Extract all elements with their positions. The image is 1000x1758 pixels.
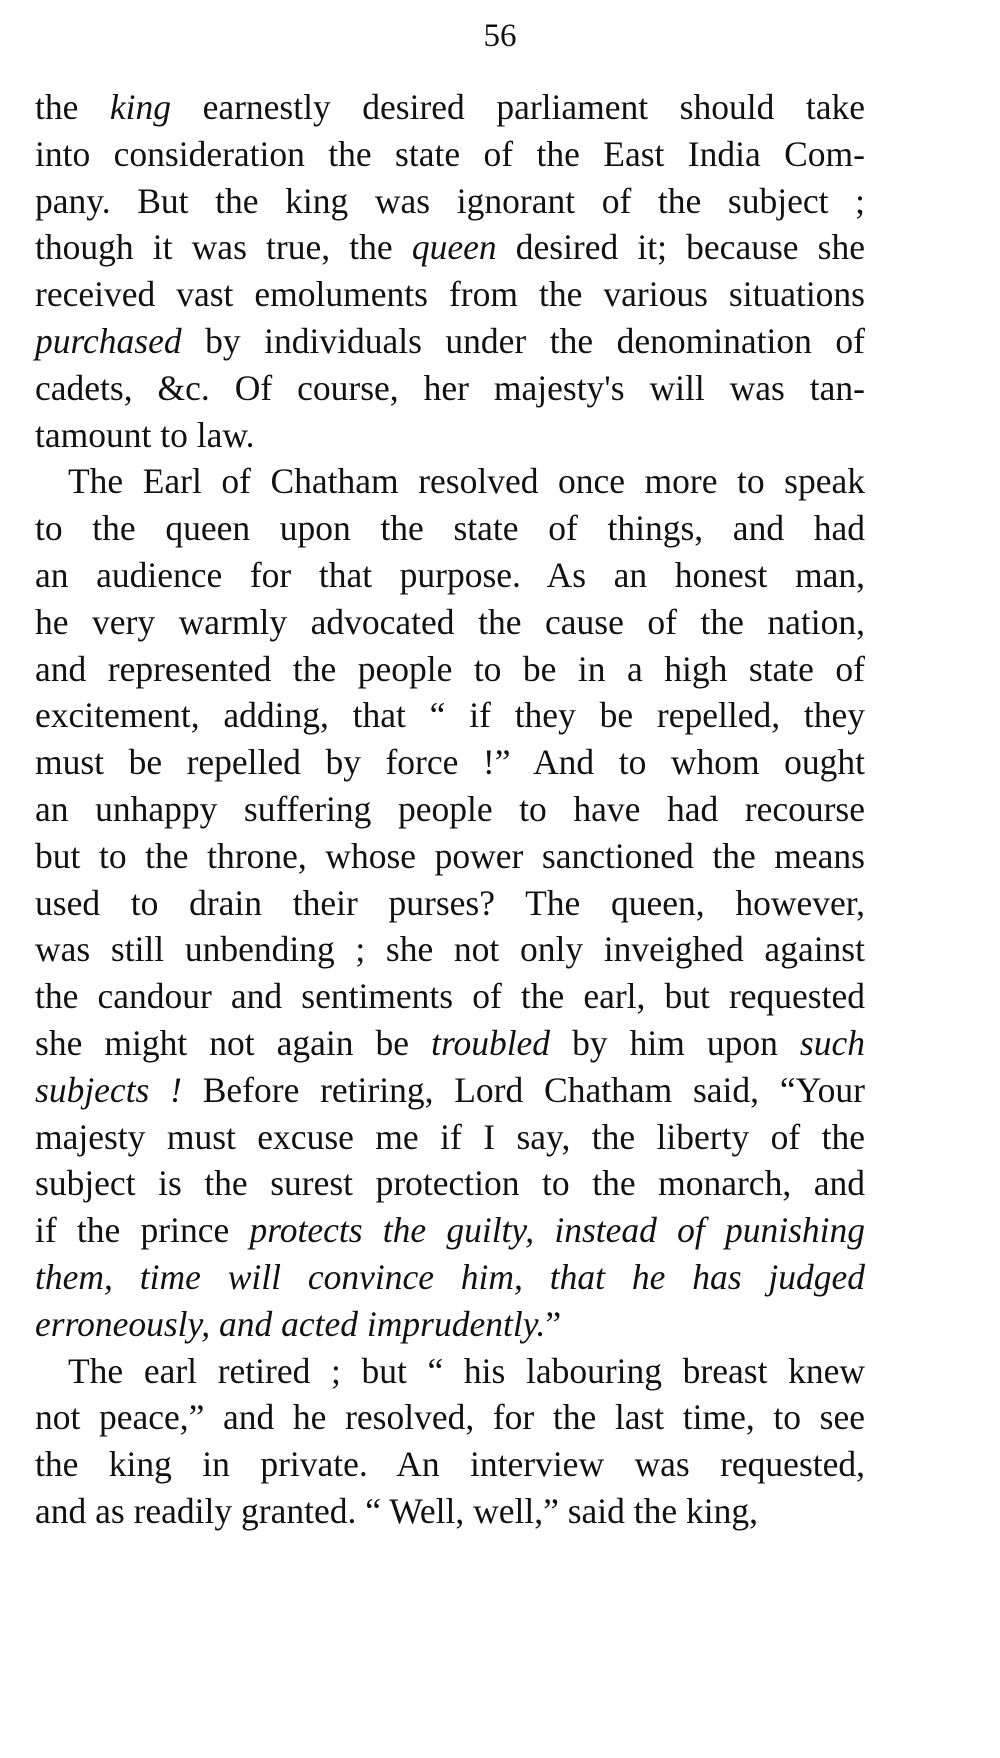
text-line: but to the throne, whose power sanctioned the means (35, 835, 865, 876)
page-number: 56 (483, 18, 517, 54)
text-line (35, 1254, 865, 1301)
text-line: the candour and sentiments of the earl, but requested (35, 976, 865, 1017)
text-line: was still unbending ; she not only inveighed against (35, 929, 865, 970)
text-line: an audience for that purpose. As an honest man, (35, 554, 865, 595)
text-line: and represented the people to be in a high state of (35, 648, 865, 689)
text-line: subject is the surest protection to the monarch, and (35, 1163, 865, 1204)
italic-text: protects the guilty, instead of punishing (249, 1210, 865, 1251)
text-line: tamount to law. (35, 414, 255, 455)
text-line: pany. But the king was ignorant of the subject ; (35, 180, 865, 221)
text-line: subjects ! Before retiring, Lord Chatham said, “Your (35, 1069, 865, 1110)
italic-text: queen (411, 227, 497, 268)
italic-text: troubled (431, 1022, 551, 1063)
italic-text: king (109, 87, 172, 127)
text-line: used to drain their purses? The queen, however, (35, 882, 865, 923)
text-line: must be repelled by force !” And to whom ought (35, 742, 865, 783)
text-line: though it was true, the queen desired it; because she (35, 227, 866, 268)
text-line: and as readily granted. “ Well, well,” said the king, (35, 1490, 759, 1531)
italic-text: subjects ! (35, 1069, 182, 1110)
italic-text: erroneously, and acted imprudently. (35, 1303, 546, 1344)
italic-text: purchased (35, 320, 182, 361)
text-line: he very warmly advocated the cause of the nation, (35, 601, 865, 642)
text-line: if the prince protects the guilty, instead of punishing (35, 1210, 865, 1251)
text-line: erroneously, and acted imprudently.” (35, 1303, 562, 1344)
text-line: majesty must excuse me if I say, the liberty of the (35, 1116, 865, 1157)
body-text (35, 84, 865, 1535)
text-line: The earl retired ; but “ his labouring breast knew (68, 1350, 865, 1391)
text-line: received vast emoluments from the various situations (35, 274, 865, 315)
text-line: excitement, adding, that “ if they be repelled, they (35, 695, 865, 736)
paragraph (35, 84, 865, 458)
text-line: the king earnestly desired parliament should take (35, 87, 865, 127)
paragraph (35, 458, 865, 1347)
italic-text: such (799, 1022, 865, 1063)
text-line: to the queen upon the state of things, and had (35, 508, 865, 549)
text-line: an unhappy suffering people to have had recourse (35, 788, 865, 829)
text-line: the king in private. An interview was requested, (35, 1444, 865, 1485)
text-line: she might not again be troubled by him upon such (35, 1022, 865, 1063)
text-line: into consideration the state of the East India Com- (35, 133, 865, 174)
paragraph (35, 1348, 865, 1535)
text-line: not peace,” and he resolved, for the last time, to see (35, 1397, 865, 1438)
italic-text: them, time will convince him, that he has judged (35, 1256, 865, 1297)
text-line: The Earl of Chatham resolved once more to speak (68, 461, 865, 502)
text-line: cadets, &c. Of course, her majesty's will was tan- (35, 367, 865, 408)
text-line: purchased by individuals under the denomination of (35, 320, 865, 361)
